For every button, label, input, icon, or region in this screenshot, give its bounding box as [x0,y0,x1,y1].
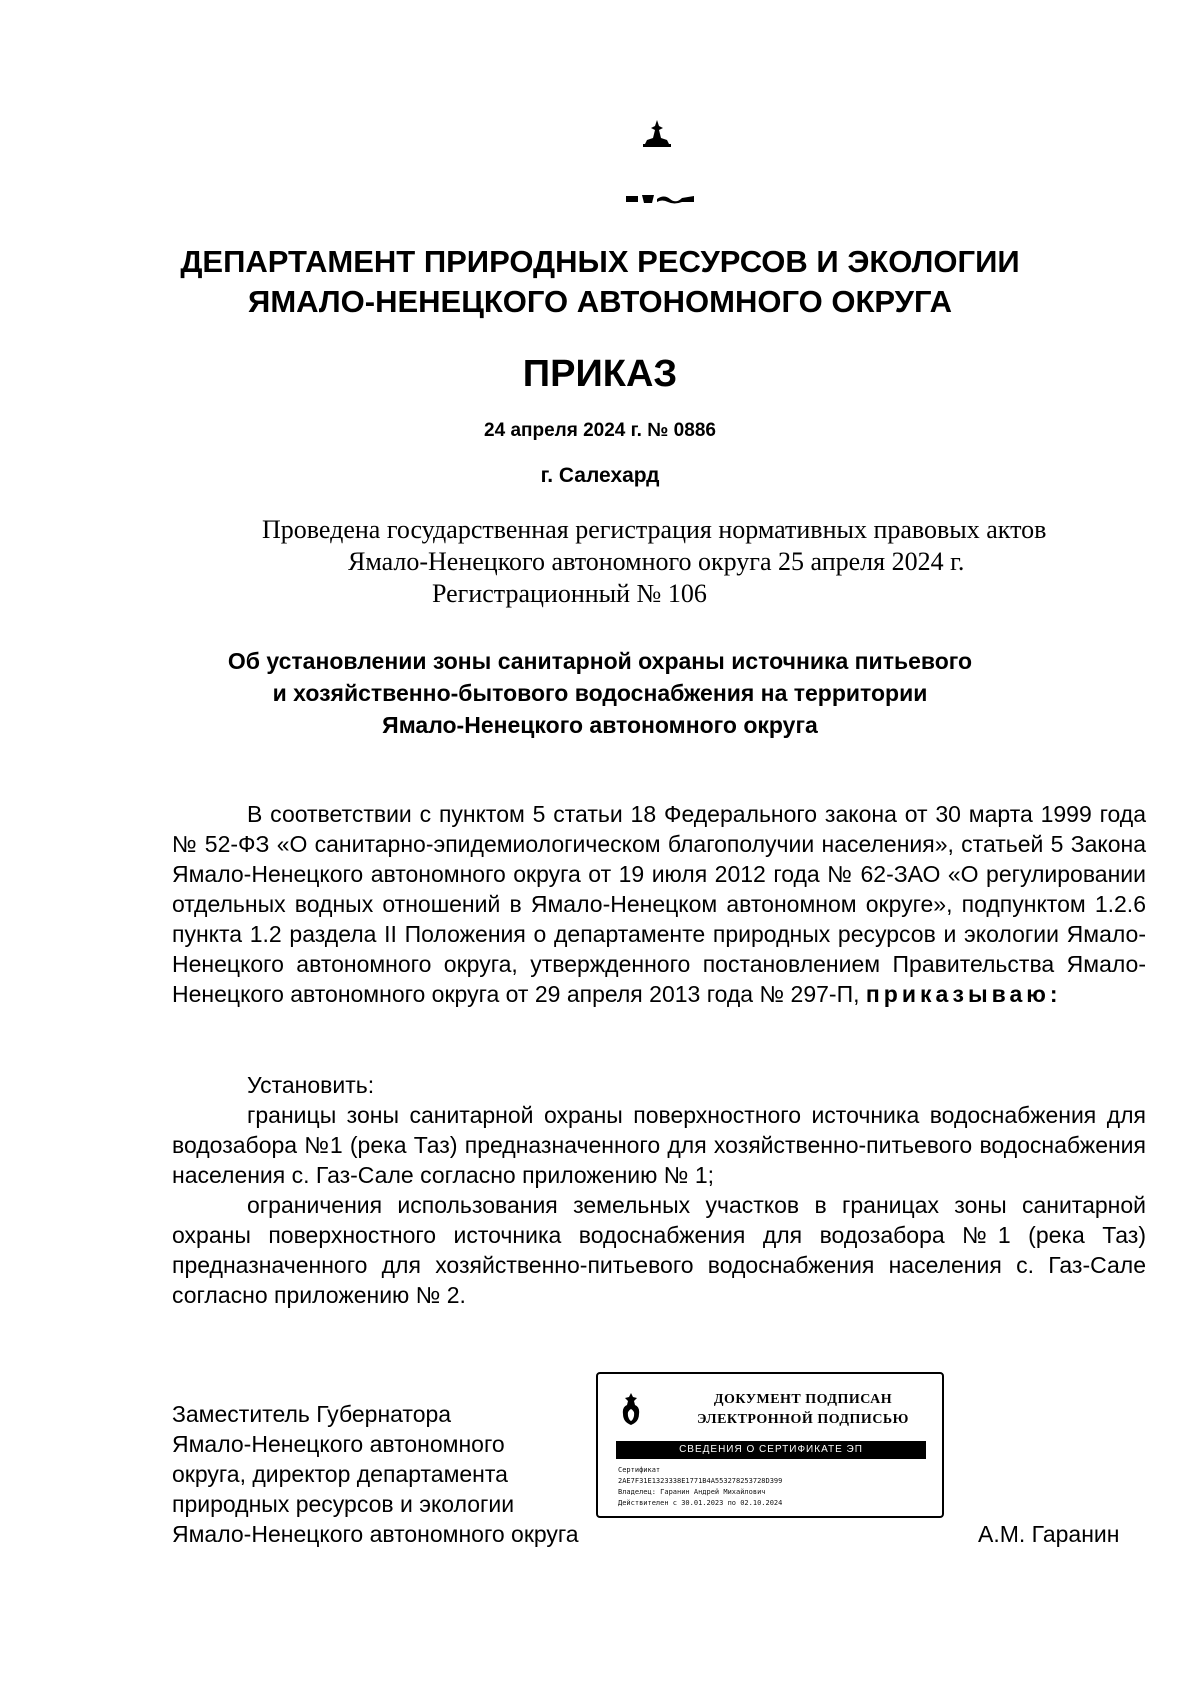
signer-position-line4: природных ресурсов и экологии [172,1491,515,1517]
order-city: г. Салехард [540,464,660,487]
certificate-label: Сертификат [618,1466,661,1474]
document-type: ПРИКАЗ [522,353,678,395]
preamble-text: В соответствии с пунктом 5 статьи 18 Федерального закона от 30 марта 1999 года № 52-ФЗ «О санитарно-эпидемиологическом благополучии населения», статьей 5 Закона Ямало-Ненецкого автономного округа от 19 июля 2012 года № 62-ЗАО «О регулировании отдельных водных отношений в Ямало-Ненецком автономном округе», подпунктом 1.2.6 пункта 1.2 раздела II Положения о департаменте природных ресурсов и экологии Ямало-Ненецкого автономного округа, утвержденного постановлением Правительства Ямало-Ненецкого автономного округа от 29 апреля 2013 года № 297-П, [172,801,1146,1007]
order-word: приказываю: [865,981,1062,1007]
establish-heading: Установить: [247,1072,375,1098]
stamp-title-line2: ЭЛЕКТРОННОЙ ПОДПИСЬЮ [697,1412,909,1427]
certificate-info-bar: СВЕДЕНИЯ О СЕРТИФИКАТЕ ЭП [616,1441,926,1459]
order-item-1: границы зоны санитарной охраны поверхностного источника водоснабжения для водозабора №1 (река Таз) предназначенного для хозяйственно-питьевого водоснабжения населения с. Газ-Сале согласно приложению № 1; [172,1102,1146,1188]
certificate-number: 2AE7F31E1323338E1771B4A553278253728D399 [618,1477,783,1485]
coat-of-arms-icon [640,118,674,148]
order-subject [0,645,1200,741]
stamp-title [672,1390,934,1430]
preamble-paragraph [172,799,1146,1009]
signer-position-line5: Ямало-Ненецкого автономного округа [172,1521,579,1547]
subject-line2: и хозяйственно-бытового водоснабжения на территории [272,680,928,706]
certificate-owner: Владелец: Гаранин Андрей Михайлович [618,1488,766,1496]
department-name [0,242,1200,322]
signer-position-line3: округа, директор департамента [172,1461,508,1487]
order-date-number: 24 апреля 2024 г. № 0886 [484,420,716,441]
department-name-line2: ЯМАЛО-НЕНЕЦКОГО АВТОНОМНОГО ОКРУГА [248,284,952,319]
signer-position-line1: Заместитель Губернатора [172,1401,452,1427]
order-item-2: ограничения использования земельных участков в границах зоны санитарной охраны поверхностного источника водоснабжения для водозабора №1 (река Таз) предназначенного для хозяйственно-питьевого водоснабжения населения с. Газ-Сале согласно приложению № 2. [172,1192,1146,1308]
emblem-caption-glyph [624,192,696,204]
registration-line3: Регистрационный № 106 [432,579,707,608]
subject-line3: Ямало-Ненецкого автономного округа [382,712,818,738]
subject-line1: Об установлении зоны санитарной охраны источника питьевого [227,648,973,674]
stamp-emblem-icon [620,1392,642,1426]
signer-position-line2: Ямало-Ненецкого автономного [172,1431,505,1457]
registration-line1: Проведена государственная регистрация нормативных правовых актов [262,515,1047,544]
stamp-title-line1: ДОКУМЕНТ ПОДПИСАН [713,1392,893,1407]
registration-line2: Ямало-Ненецкого автономного округа 25 апреля 2024 г. [348,547,965,576]
certificate-validity: Действителен с 30.01.2023 по 02.10.2024 [618,1499,783,1507]
signer-name: А.М. Гаранин [978,1521,1120,1547]
department-name-line1: ДЕПАРТАМЕНТ ПРИРОДНЫХ РЕСУРСОВ И ЭКОЛОГИИ [180,244,1020,279]
electronic-signature-stamp [596,1372,944,1518]
